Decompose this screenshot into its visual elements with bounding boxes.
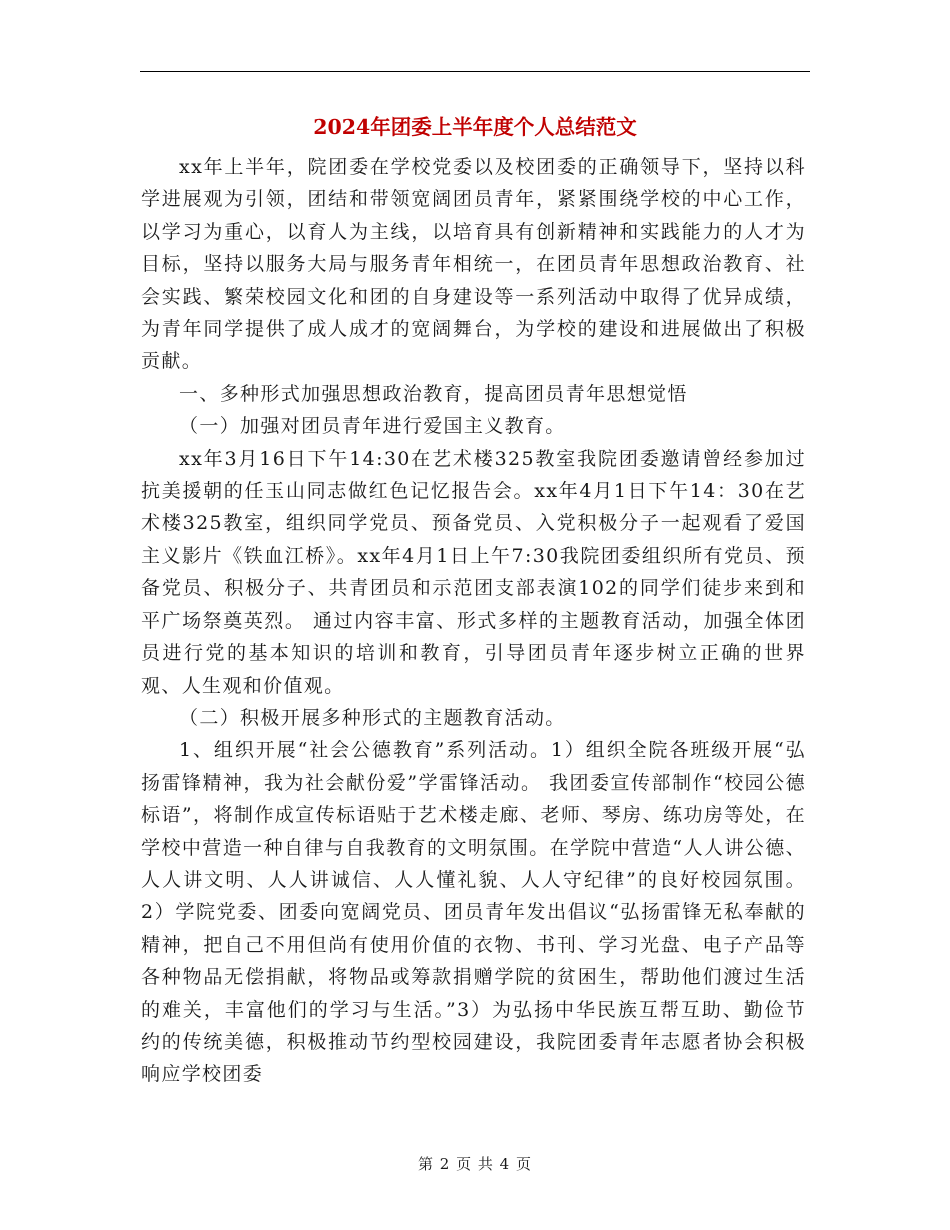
page-number-footer: 第 2 页 共 4 页 xyxy=(418,1155,532,1173)
header-rule xyxy=(140,71,810,72)
document-body xyxy=(141,151,806,1091)
section-heading-1: 一、多种形式加强思想政治教育，提高团员青年思想觉悟 xyxy=(179,382,688,405)
subsection-heading-1: （一）加强对团员青年进行爱国主义教育。 xyxy=(179,415,566,438)
paragraph-patriotic-education: xx年3月16日下午14:30在艺术楼325教室我院团委邀请曾经参加过抗美援朝的任玉山同志做红色记忆报告会。xx年4月1日下午14：30在艺术楼325教室，组织同学党员、预备党员、入党积极分子一起观看了爱国主义影片《铁血江桥》。xx年4月1日上午7:30我院团委组织所有党员、预备党员、积极分子、共青团员和示范团支部表演102的同学们徒步来到和平广场祭奠英烈。 通过内容丰富、形式多样的主题教育活动，加强全体团员进行党的基本知识的培训和教育，引导团员青年逐步树立正确的世界观、人生观和价值观。 xyxy=(141,447,806,697)
paragraph-public-morality: 1、组织开展“社会公德教育”系列活动。1）组织全院各班级开展“弘扬雷锋精神，我为社会献份爱”学雷锋活动。 我团委宣传部制作“校园公德标语”，将制作成宣传标语贴于艺术楼走廊、老师、琴房、练功房等处，在学校中营造一种自律与自我教育的文明氛围。在学院中营造“人人讲公德、人人讲文明、人人讲诚信、人人懂礼貌、人人守纪律”的良好校园氛围。2）学院党委、团委向宽阔党员、团员青年发出倡议“弘扬雷锋无私奉献的精神，把自己不用但尚有使用价值的衣物、书刊、学习光盘、电子产品等各种物品无偿捐献，将物品或筹款捐赠学院的贫困生，帮助他们渡过生活的难关，丰富他们的学习与生活。”3）为弘扬中华民族互帮互助、勤俭节约的传统美德，积极推动节约型校园建设，我院团委青年志愿者协会积极响应学校团委 xyxy=(141,739,806,1086)
subsection-heading-2: （二）积极开展多种形式的主题教育活动。 xyxy=(179,706,566,729)
document-title: 2024年团委上半年度个人总结范文 xyxy=(313,115,637,139)
paragraph-intro: xx年上半年，院团委在学校党委以及校团委的正确领导下，坚持以科学进展观为引领，团结和带领宽阔团员青年，紧紧围绕学校的中心工作，以学习为重心，以育人为主线，以培育具有创新精神和实践能力的人才为目标，坚持以服务大局与服务青年相统一，在团员青年思想政治教育、社会实践、繁荣校园文化和团的自身建设等一系列活动中取得了优异成绩，为青年同学提供了成人成才的宽阔舞台，为学校的建设和进展做出了积极贡献。 xyxy=(141,156,806,373)
